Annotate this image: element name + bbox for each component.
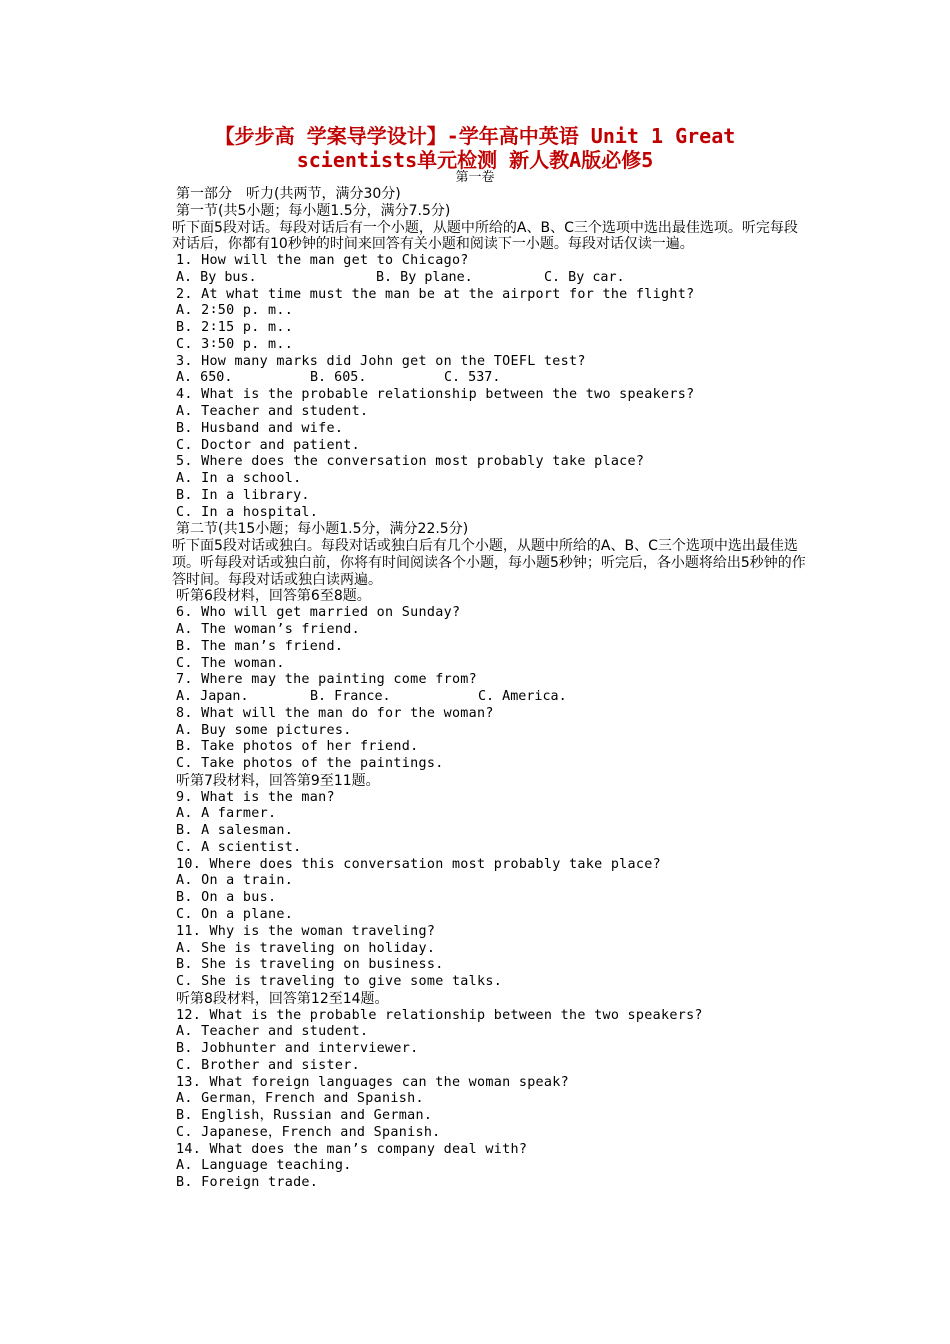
- section-instructions: 听下面5段对话或独白。每段对话或独白后有几个小题，从题中所给的A、B、C三个选项中选出最佳选项。听每段对话或独白前，你将有时间阅读各个小题，每小题5秒钟；听完后，各小题将给出5秒钟的作答时间。每段对话或独白读两遍。: [172, 538, 806, 588]
- option-b: B. She is traveling on business.: [176, 957, 444, 973]
- option-c: C. A scientist.: [176, 839, 302, 855]
- option-b: B. In a library.: [176, 487, 310, 503]
- option-b: B. English，Russian and German.: [176, 1108, 433, 1124]
- question-text: 2. At what time must the man be at the airport for the flight?: [176, 286, 695, 302]
- question-text: 10. Where does this conversation most probably take place?: [176, 856, 661, 872]
- option-a: A. In a school.: [176, 471, 302, 487]
- option-a: A. The woman’s friend.: [176, 621, 360, 637]
- question-text: 14. What does the man’s company deal with?: [176, 1141, 528, 1157]
- section-instructions: 听下面5段对话。每段对话后有一个小题，从题中所给的A、B、C三个选项中选出最佳选项。听完每段对话后，你都有10秒钟的时间来回答有关小题和阅读下一小题。每段对话仅读一遍。: [172, 219, 798, 253]
- option-c: C. Take photos of the paintings.: [176, 756, 444, 772]
- option-a: A. 650.: [176, 370, 233, 386]
- material-heading: 听第7段材料，回答第9至11题。: [176, 772, 380, 789]
- option-a: A. 2∶50 p. m..: [176, 303, 294, 319]
- question-text: 3. How many marks did John get on the TOEFL test?: [176, 353, 586, 369]
- option-a: A. Teacher and student.: [176, 1024, 369, 1040]
- option-c: C. 537.: [444, 370, 501, 386]
- material-heading: 听第8段材料，回答第12至14题。: [176, 990, 389, 1007]
- option-c: C. Doctor and patient.: [176, 437, 360, 453]
- section-heading: 第一节(共5小题；每小题1.5分，满分7.5分): [176, 202, 451, 219]
- option-c: C. Japanese，French and Spanish.: [176, 1124, 441, 1140]
- options-row: [176, 689, 806, 706]
- option-c: C. In a hospital.: [176, 504, 319, 520]
- question-text: 1. How will the man get to Chicago?: [176, 253, 469, 269]
- question-text: 6. Who will get married on Sunday?: [176, 605, 461, 621]
- option-b: B. 605.: [310, 370, 367, 386]
- option-c: C. Brother and sister.: [176, 1057, 360, 1073]
- question-text: 7. Where may the painting come from?: [176, 672, 478, 688]
- question-text: 8. What will the man do for the woman?: [176, 705, 494, 721]
- option-b: B. France.: [310, 689, 391, 705]
- option-c: C. 3∶50 p. m..: [176, 336, 294, 352]
- option-a: A. Japan.: [176, 689, 249, 705]
- question-text: 13. What foreign languages can the woman speak?: [176, 1074, 570, 1090]
- document-body: [172, 186, 806, 1192]
- option-a: A. Language teaching.: [176, 1158, 352, 1174]
- question-text: 12. What is the probable relationship between the two speakers?: [176, 1007, 703, 1023]
- option-b: B. A salesman.: [176, 823, 294, 839]
- option-b: B. On a bus.: [176, 890, 277, 906]
- volume-heading: 第一卷: [455, 170, 495, 185]
- question-text: 5. Where does the conversation most probably take place?: [176, 454, 645, 470]
- option-b: B. Foreign trade.: [176, 1175, 319, 1191]
- question-text: 4. What is the probable relationship between the two speakers?: [176, 387, 695, 403]
- question-text: 9. What is the man?: [176, 789, 335, 805]
- material-heading: 听第6段材料，回答第6至8题。: [176, 588, 371, 605]
- option-c: C. The woman.: [176, 655, 285, 671]
- options-row: [176, 370, 806, 387]
- option-c: C. On a plane.: [176, 907, 294, 922]
- option-b: B. Jobhunter and interviewer.: [176, 1041, 419, 1057]
- option-a: A. A farmer.: [176, 806, 277, 822]
- option-c: C. By car.: [544, 269, 625, 285]
- option-a: A. On a train.: [176, 873, 294, 889]
- option-b: B. By plane.: [376, 269, 473, 285]
- option-a: A. She is traveling on holiday.: [176, 940, 436, 956]
- option-a: A. Buy some pictures.: [176, 722, 352, 738]
- option-c: C. She is traveling to give some talks.: [176, 974, 503, 990]
- option-b: B. 2∶15 p. m..: [176, 320, 294, 336]
- document-title: 【步步高 学案导学设计】-学年高中英语 Unit 1 Great scientists单元检测 新人教A版必修5: [214, 124, 736, 172]
- options-row: [176, 270, 806, 287]
- option-a: A. By bus.: [176, 269, 257, 285]
- option-a: A. Teacher and student.: [176, 403, 369, 419]
- section-heading: 第二节(共15小题；每小题1.5分，满分22.5分): [176, 521, 469, 538]
- part-heading: 第一部分 听力(共两节，满分30分): [176, 186, 401, 202]
- option-a: A. German，French and Spanish.: [176, 1091, 424, 1107]
- question-text: 11. Why is the woman traveling?: [176, 923, 436, 939]
- option-b: B. Husband and wife.: [176, 420, 344, 436]
- option-b: B. Take photos of her friend.: [176, 739, 419, 755]
- option-b: B. The man’s friend.: [176, 638, 344, 654]
- option-c: C. America.: [478, 689, 567, 705]
